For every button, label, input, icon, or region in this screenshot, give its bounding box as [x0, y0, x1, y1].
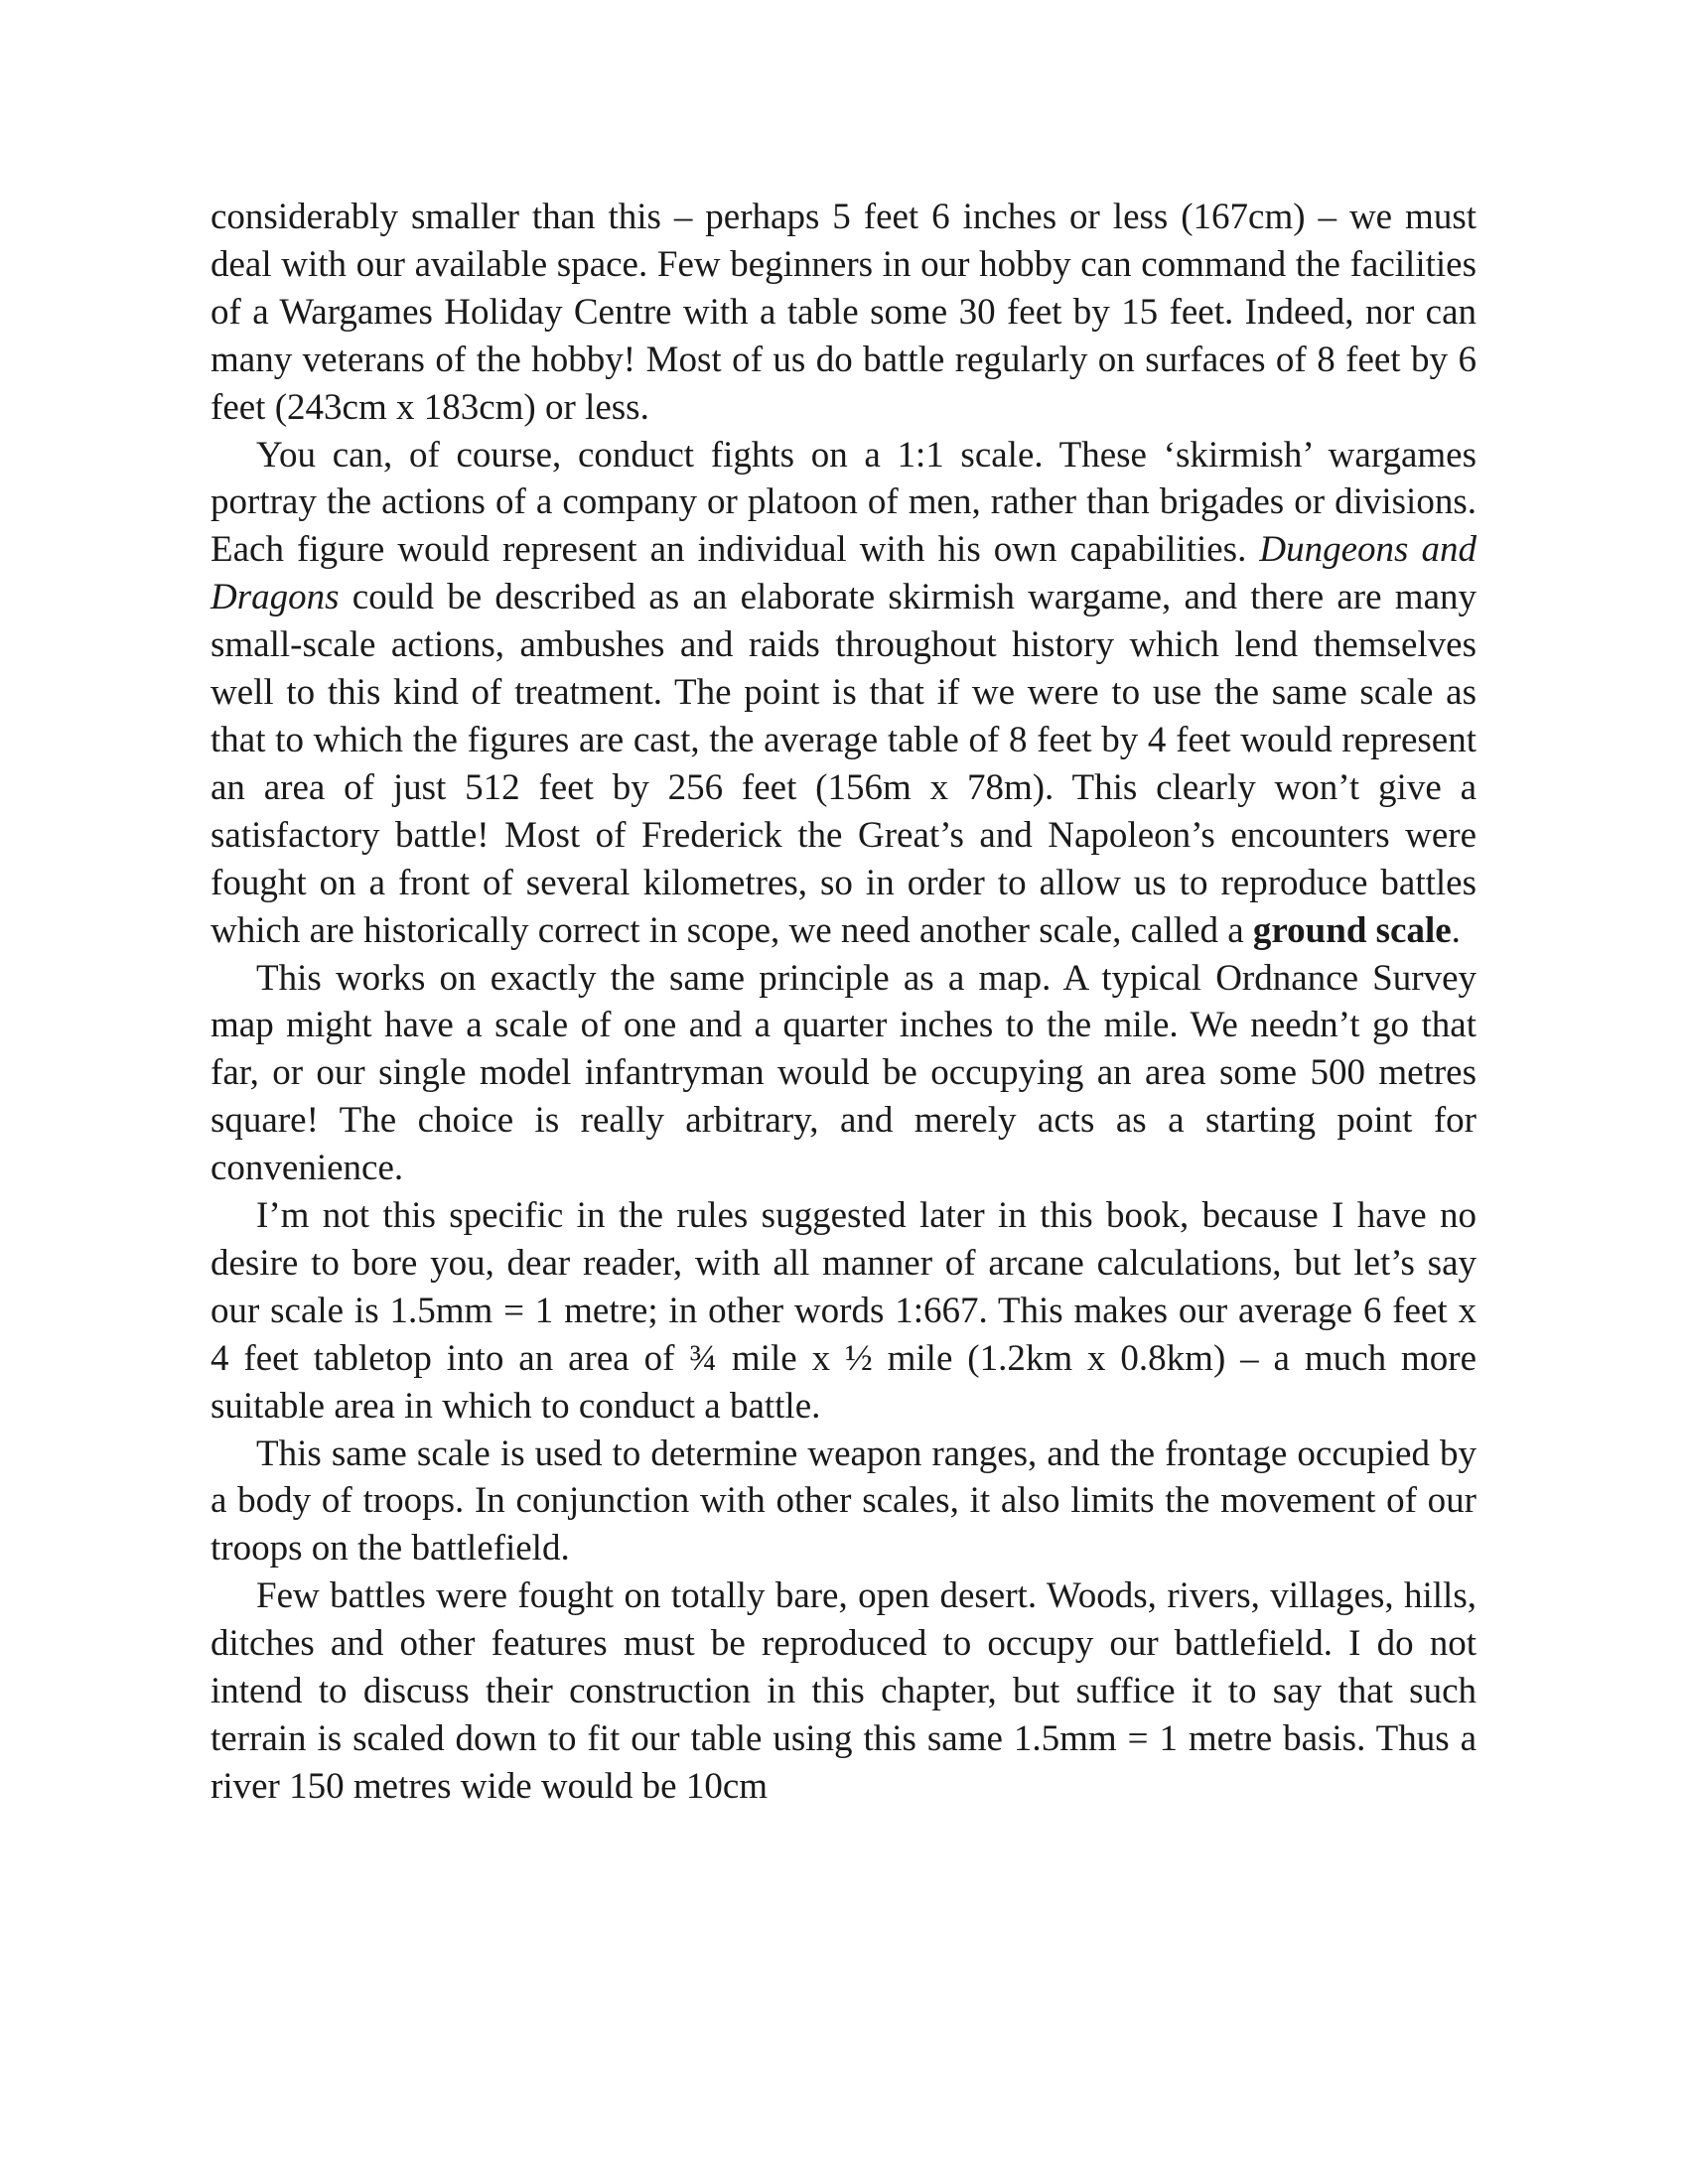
paragraph-text: could be described as an elaborate skirmish wargame, and there are many small-scale actions, ambushes and raids throughout history which lend themselves well to this kind of treatment. The point is that if we were to use the same scale as that to which the figures are cast, the average table of 8 feet by 4 feet would represent an area of just 512 feet by 256 feet (156m x 78m). This clearly won’t give a satisfactory battle! Most of Frederick the Great’s and Napoleon’s encounters were fought on a front of several kilometres, so in order to allow us to reproduce battles which are historically correct in scope, we need another scale, called a: [211, 577, 1477, 951]
paragraph-scale-choice: I’m not this specific in the rules suggested later in this book, because I have no desire to bore you, dear reader, with all manner of arcane calculations, but let’s say our scale is 1.5mm = 1 metre; in other words 1:667. This makes our average 6 feet x 4 feet tabletop into an area of ¾ mile x ½ mile (1.2km x 0.8km) – a much more suitable area in which to conduct a battle.: [211, 1195, 1477, 1427]
paragraph-text: .: [1451, 909, 1461, 951]
page-body: [211, 194, 1477, 1811]
paragraph-text: You can, of course, conduct fights on a 1:1 scale. These ‘skirmish’ wargames portray the actions of a company or platoon of men, rather than brigades or divisions. Each figure would represent an individual with his own capabilities.: [211, 434, 1477, 571]
italic-game-title: Dungeons and Dragons: [211, 529, 1477, 618]
paragraph-continuation: considerably smaller than this – perhaps 5 feet 6 inches or less (167cm) – we must deal with our available space. Few beginners in our hobby can command the facilities of a Wargames Holiday Centre with a table some 30 feet by 15 feet. Indeed, nor can many veterans of the hobby! Most of us do battle regularly on surfaces of 8 feet by 6 feet (243cm x 183cm) or less.: [211, 197, 1477, 428]
paragraph-weapon-ranges: This same scale is used to determine weapon ranges, and the frontage occupied by a body of troops. In conjunction with other scales, it also limits the movement of our troops on the battlefield.: [211, 1433, 1477, 1570]
paragraph-skirmish-scale: [211, 432, 1477, 955]
paragraph-map-principle: This works on exactly the same principle as a map. A typical Ordnance Survey map might have a scale of one and a quarter inches to the mile. We needn’t go that far, or our single model infantryman would be occupying an area some 500 metres square! The choice is really arbitrary, and merely acts as a starting point for convenience.: [211, 957, 1477, 1189]
paragraph-terrain: Few battles were fought on totally bare, open desert. Woods, rivers, villages, hills, ditches and other features must be reproduced to occupy our battlefield. I do not intend to discuss their construction in this chapter, but suffice it to say that such terrain is scaled down to fit our table using this same 1.5mm = 1 metre basis. Thus a river 150 metres wide would be 10cm: [211, 1575, 1477, 1807]
bold-term: ground scale: [1252, 909, 1452, 951]
